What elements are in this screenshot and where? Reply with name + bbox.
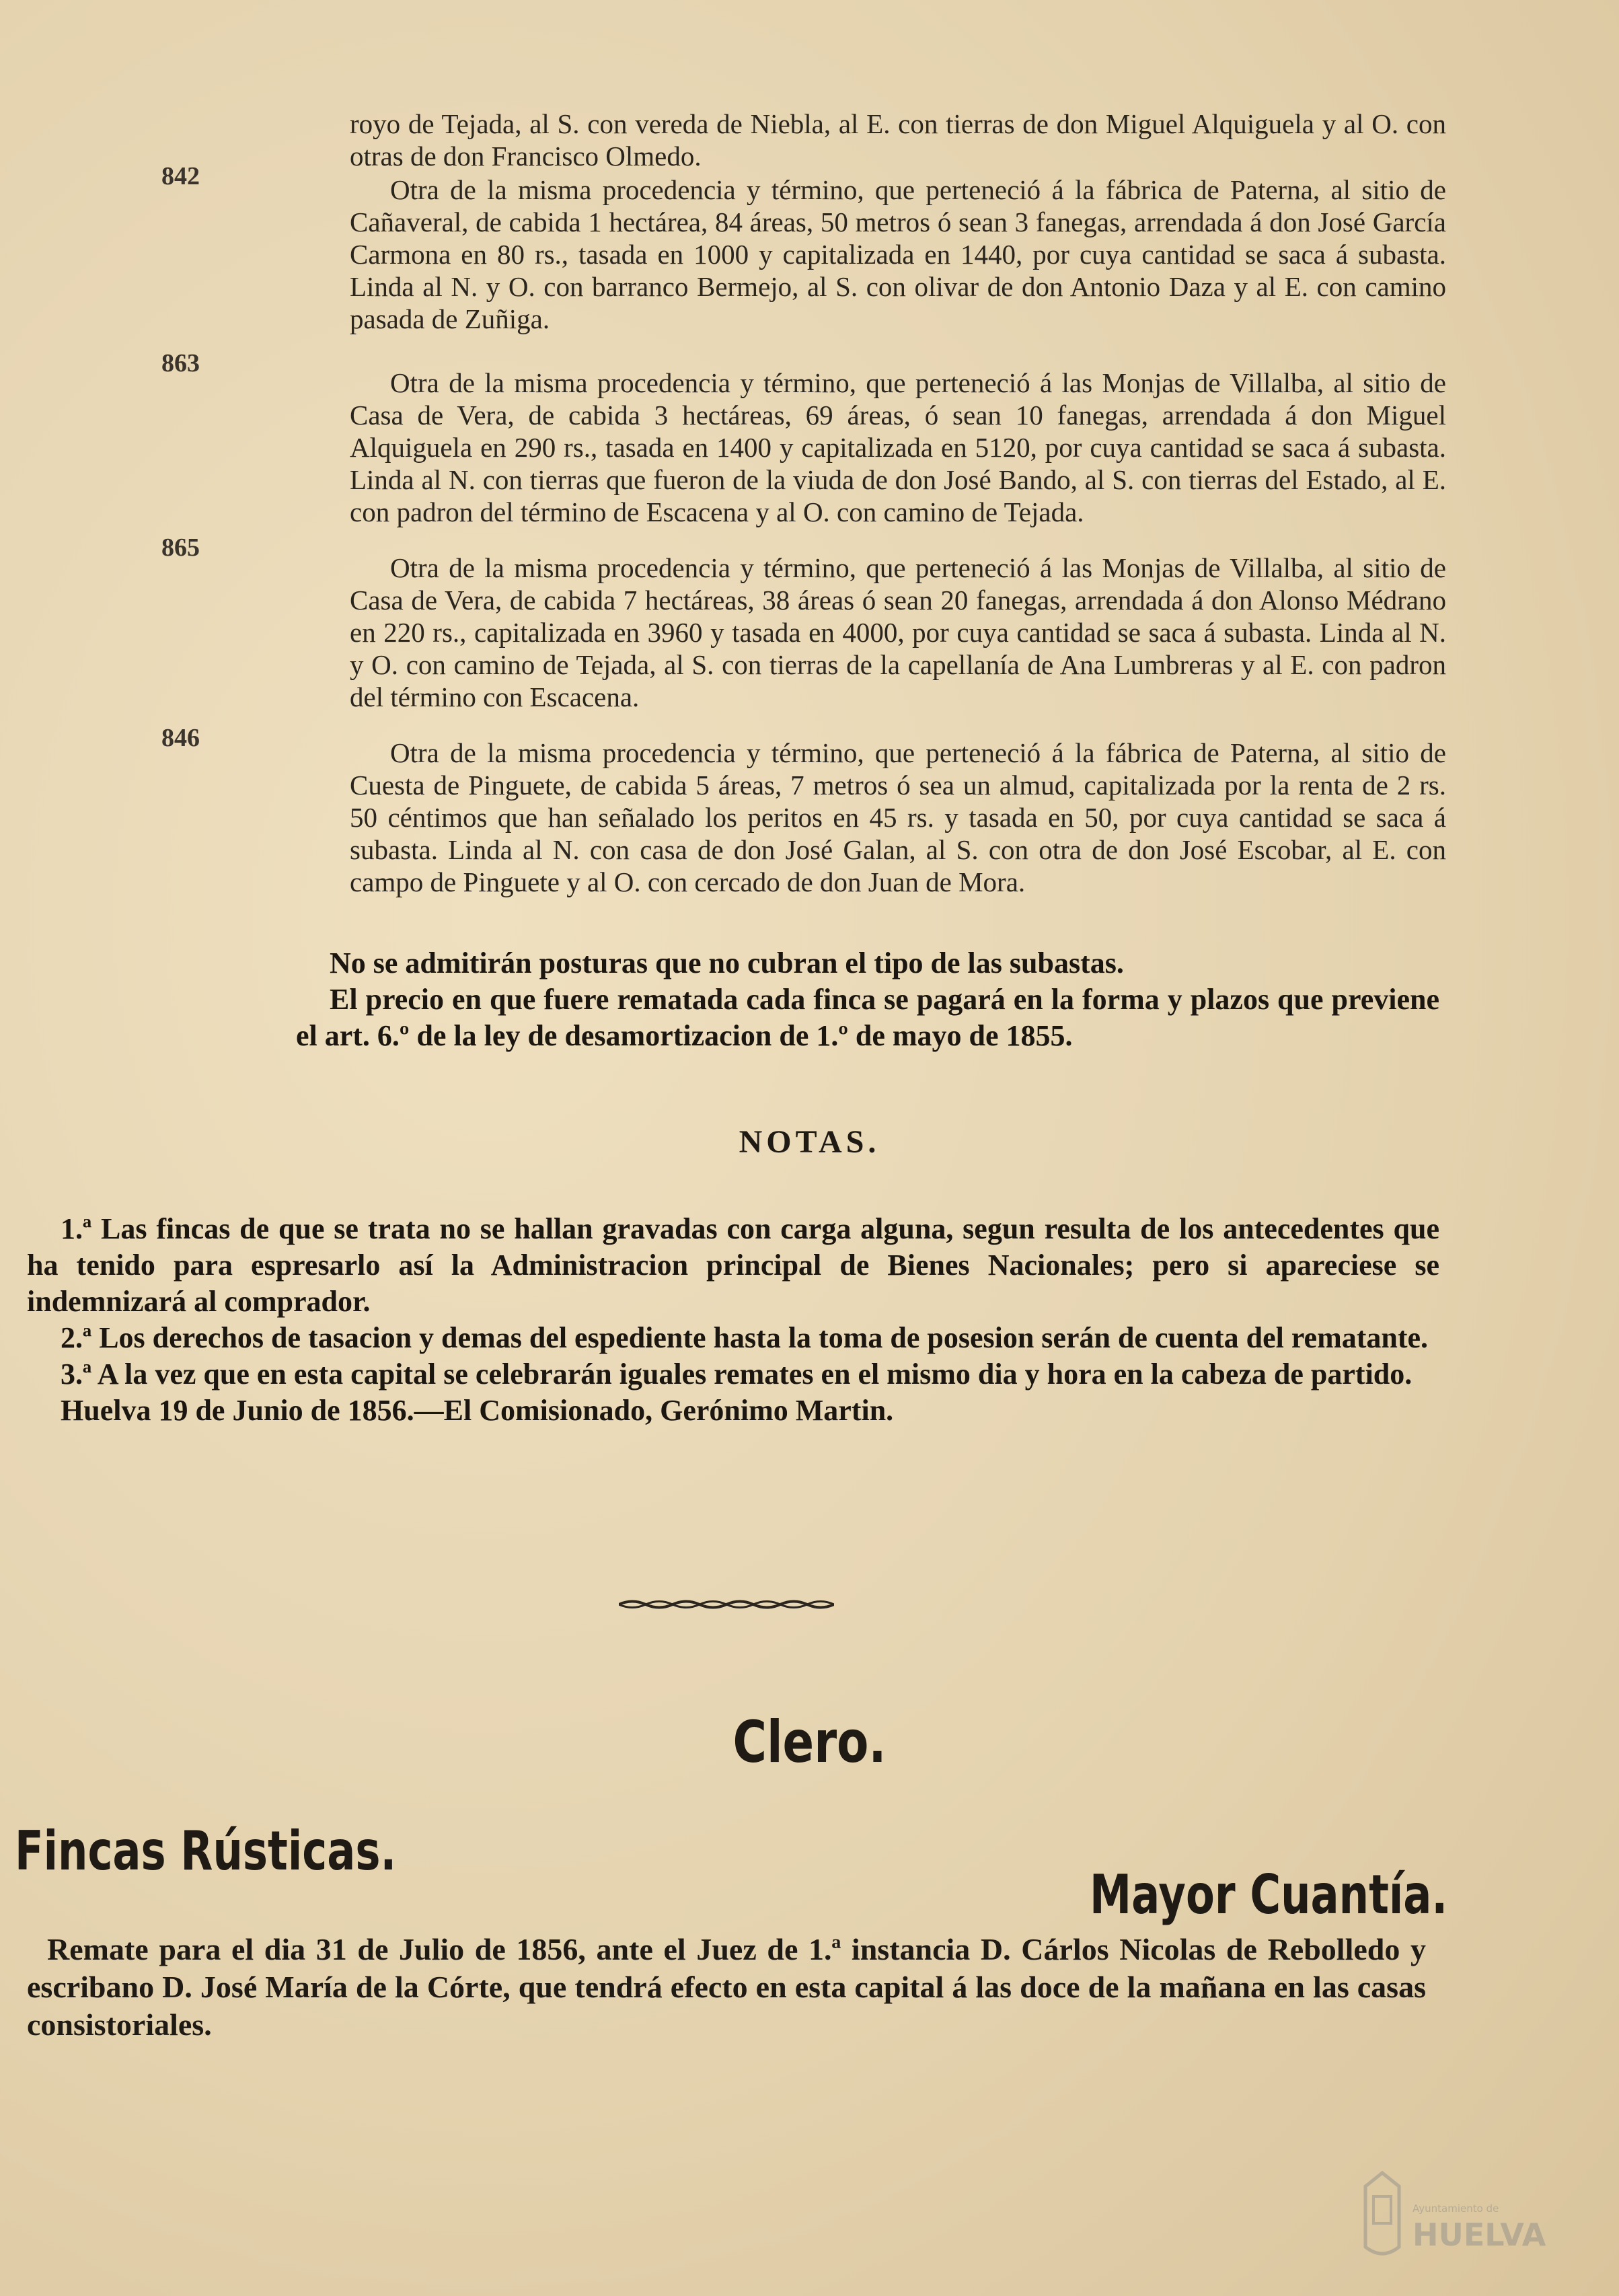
ornament-divider <box>619 1597 834 1612</box>
nota-2: 2.ª Los derechos de tasacion y demas del espediente hasta la toma de posesion serán de cuenta del rematante. <box>61 1321 1429 1354</box>
section-title: Clero. <box>732 1709 887 1776</box>
lot-text: Otra de la misma procedencia y término, que perteneció á las Monjas de Villalba, al sitio de Casa de Vera, de cabida 3 hectáreas, 69 áreas, ó sean 10 fanegas, arrendada á don Miguel Alquiguela en 290 rs., tasada en 1400 y capitalizada en 5120, por cuya cantidad se saca á subasta. Linda al N. con tierras que fueron de la viuda de don José Bando, al S. con tierras del Estado, al E. con padron del término de Escacena y al O. con camino de Tejada. <box>350 367 1446 527</box>
lot-number: 863 <box>161 349 200 377</box>
lot-text: royo de Tejada, al S. con vereda de Niebla, al E. con tierras de don Miguel Alquiguela y al O. con otras de don Francisco Olmedo. <box>350 108 1446 172</box>
huelva-watermark-logo <box>1345 2159 1567 2274</box>
lot-text: Otra de la misma procedencia y término, que perteneció á la fábrica de Paterna, al sitio de Cuesta de Pinguete, de cabida 5 áreas, 7 metros ó sea un almud, capitalizada por la renta de 2 rs. 50 céntimos que han señalado los peritos en 45 rs. y tasada en 50, por cuya cantidad se saca á subasta. Linda al N. con casa de don José Galan, al S. con otra de don José Escobar, al E. con campo de Pinguete y al O. con cercado de don Juan de Mora. <box>350 737 1446 897</box>
condition-payment: El precio en que fuere rematada cada finca se pagará en la forma y plazos que previene el art. 6.º de la ley de desamortizacion de 1.º de mayo de 1855. <box>296 983 1439 1052</box>
lot-number: 842 <box>161 162 200 190</box>
signature: Huelva 19 de Junio de 1856.—El Comisionado, Gerónimo Martin. <box>61 1394 894 1427</box>
lot-text: Otra de la misma procedencia y término, que perteneció á las Monjas de Villalba, al sitio de Casa de Vera, de cabida 7 hectáreas, 38 áreas ó sean 20 fanegas, arrendada á don Alonso Médrano en 220 rs., capitalizada en 3960 y tasada en 4000, por cuya cantidad se saca á subasta. Linda al N. y O. con camino de Tejada, al S. con tierras de la capellanía de Ana Lumbreras y al E. con padron del término con Escacena. <box>350 552 1446 712</box>
remate-paragraph: Remate para el dia 31 de Julio de 1856, ante el Juez de 1.ª instancia D. Cárlos Nicolas de Rebolledo y escribano D. José María de la Córte, que tendrá efecto en esta capital á las doce de la mañana en las casas consistoriales. <box>27 1932 1426 2042</box>
notas-list <box>27 1211 1439 1429</box>
lot-number: 865 <box>161 533 200 562</box>
nota-3: 3.ª A la vez que en esta capital se celebrarán iguales remates en el mismo dia y hora en la cabeza de partido. <box>61 1358 1413 1391</box>
subsection-mayor-cuantia: Mayor Cuantía. <box>1090 1863 1448 1926</box>
nota-1: 1.ª Las fincas de que se trata no se hallan gravadas con carga alguna, segun resulta de los antecedentes que ha tenido para espresarlo así la Administracion principal de Bienes Nacionales; pero si apareciese se indemnizará al comprador. <box>27 1212 1439 1318</box>
notas-heading: NOTAS. <box>739 1124 880 1160</box>
subsection-rusticas: Fincas Rústicas. <box>15 1820 397 1882</box>
auction-conditions <box>296 945 1439 1054</box>
lot-text: Otra de la misma procedencia y término, que perteneció á la fábrica de Paterna, al sitio de Cañaveral, de cabida 1 hectárea, 84 áreas, 50 metros ó sean 3 fanegas, arrendada á don José García Carmona en 80 rs., tasada en 1000 y capitalizada en 1440, por cuya cantidad se saca á subasta. Linda al N. y O. con barranco Bermejo, al S. con olivar de don Antonio Daza y al E. con camino pasada de Zuñiga. <box>350 174 1446 334</box>
lot-number: 846 <box>161 724 200 752</box>
condition-minimum-bid: No se admitirán posturas que no cubran el tipo de las subastas. <box>330 947 1124 979</box>
watermark-small-text: Ayuntamiento de <box>1413 2202 1499 2215</box>
watermark-huelva-text: HUELVA <box>1413 2217 1546 2253</box>
